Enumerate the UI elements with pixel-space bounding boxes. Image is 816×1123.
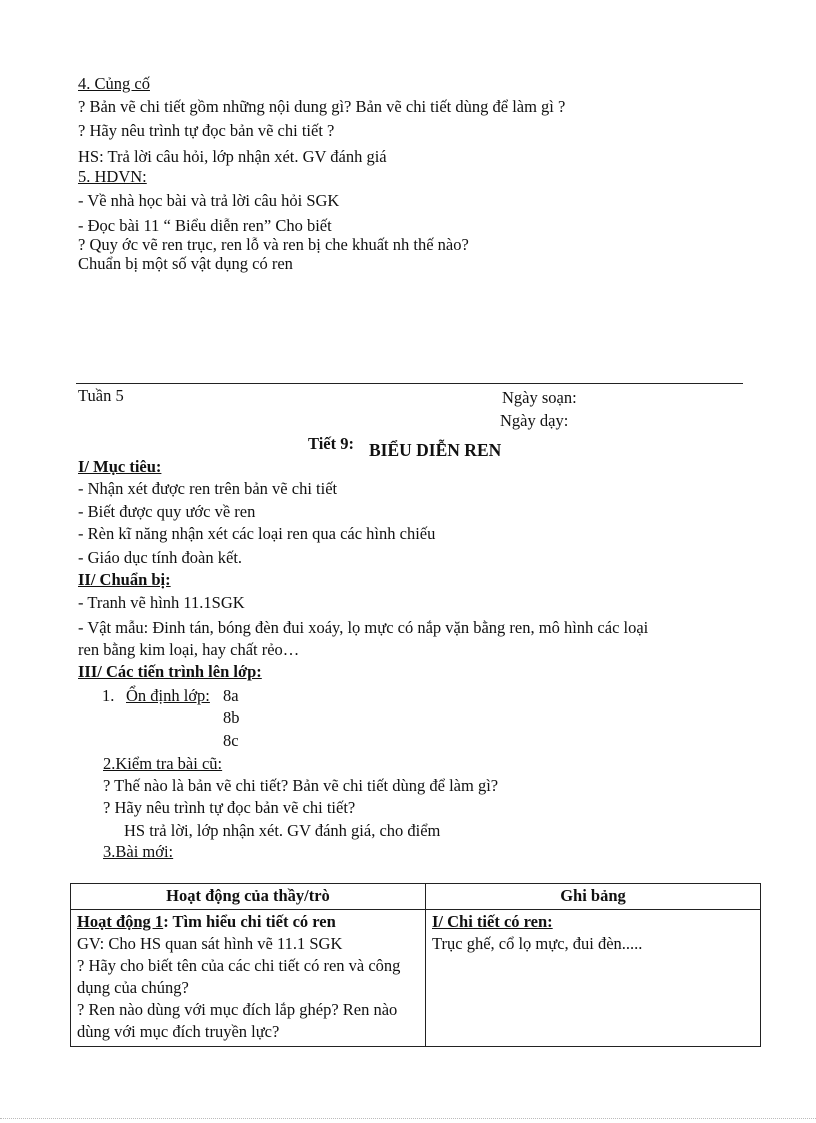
lesson-title: BIỂU DIỄN REN	[369, 440, 502, 460]
objective-item: - Biết được quy ước về ren	[78, 502, 256, 521]
col-header-activities: Hoạt động của thầy/trò	[71, 884, 426, 910]
step1-label: Ổn định lớp:	[126, 686, 210, 705]
week-label: Tuần 5	[78, 386, 124, 405]
section4-heading: 4. Củng cố	[78, 74, 150, 93]
step1-number: 1.	[102, 686, 115, 705]
table-header-row	[71, 884, 761, 910]
lesson-table	[70, 883, 761, 1047]
step2-heading: 2.Kiểm tra bài cũ:	[103, 754, 223, 773]
objective-item: - Giáo dục tính đoàn kết.	[78, 548, 243, 567]
activity-title	[77, 911, 419, 933]
section4-hs: HS: Trả lời câu hỏi, lớp nhận xét. GV đánh giá	[78, 147, 387, 166]
prep-date-label: Ngày soạn:	[502, 388, 577, 407]
process-heading: III/ Các tiến trình lên lớp:	[78, 662, 262, 681]
section5-heading: 5. HDVN:	[78, 167, 147, 186]
step2-q1: ? Thế nào là bản vẽ chi tiết? Bản vẽ chi tiết dùng để làm gì?	[103, 776, 499, 795]
prep-line3: ren bằng kim loại, hay chất rẻo…	[78, 640, 300, 659]
lesson-number: Tiết 9:	[308, 434, 354, 453]
section4-q1: ? Bản vẽ chi tiết gồm những nội dung gì? Bản vẽ chi tiết dùng để làm gì ?	[78, 97, 566, 116]
section5-line2: - Đọc bài 11 “ Biểu diễn ren” Cho biết	[78, 216, 332, 235]
table-row	[71, 910, 761, 1047]
activity-title-text: : Tìm hiểu chi tiết có ren	[163, 912, 336, 931]
section4-q2: ? Hãy nêu trình tự đọc bản vẽ chi tiết ?	[78, 121, 335, 140]
activity-line1: GV: Cho HS quan sát hình vẽ 11.1 SGK	[77, 934, 343, 953]
col-header-board: Ghi bảng	[426, 884, 761, 910]
activity-line3: ? Ren nào dùng với mục đích lắp ghép? Ren nào dùng với mục đích truyền lực?	[77, 1000, 398, 1041]
class-name: 8b	[223, 708, 240, 727]
prep-line1: - Tranh vẽ hình 11.1SGK	[78, 593, 245, 612]
activities-cell	[71, 910, 426, 1047]
page-bottom-edge	[0, 1118, 816, 1119]
teach-date-label: Ngày dạy:	[500, 411, 569, 430]
objective-item: - Nhận xét được ren trên bản vẽ chi tiết	[78, 479, 338, 498]
section5-line1: - Về nhà học bài và trả lời câu hỏi SGK	[78, 191, 340, 210]
prep-line2: - Vật mẫu: Đinh tán, bóng đèn đui xoáy, lọ mực có nắp vặn bằng ren, mô hình các loại	[78, 618, 649, 637]
section5-line3: ? Quy ớc vẽ ren trục, ren lỗ và ren bị che khuất nh thế nào?	[78, 235, 469, 254]
class-name: 8a	[223, 686, 239, 705]
objective-item: - Rèn kĩ năng nhận xét các loại ren qua các hình chiếu	[78, 524, 436, 543]
page-divider	[76, 383, 743, 384]
step3-heading: 3.Bài mới:	[103, 842, 174, 861]
activity-title-number: Hoạt động 1	[77, 912, 164, 931]
class-name: 8c	[223, 731, 239, 750]
step2-hs: HS trả lời, lớp nhận xét. GV đánh giá, cho điểm	[124, 821, 441, 840]
objectives-heading: I/ Mục tiêu:	[78, 457, 162, 476]
section5-line4: Chuẩn bị một số vật dụng có ren	[78, 254, 293, 273]
board-heading: I/ Chi tiết có ren:	[432, 912, 553, 931]
step2-q2: ? Hãy nêu trình tự đọc bản vẽ chi tiết?	[103, 798, 356, 817]
board-cell	[426, 910, 761, 1047]
prep-heading: II/ Chuẩn bị:	[78, 570, 171, 589]
activity-line2: ? Hãy cho biết tên của các chi tiết có ren và công dụng của chúng?	[77, 956, 401, 997]
board-line1: Trục ghế, cổ lọ mực, đui đèn.....	[432, 934, 643, 953]
